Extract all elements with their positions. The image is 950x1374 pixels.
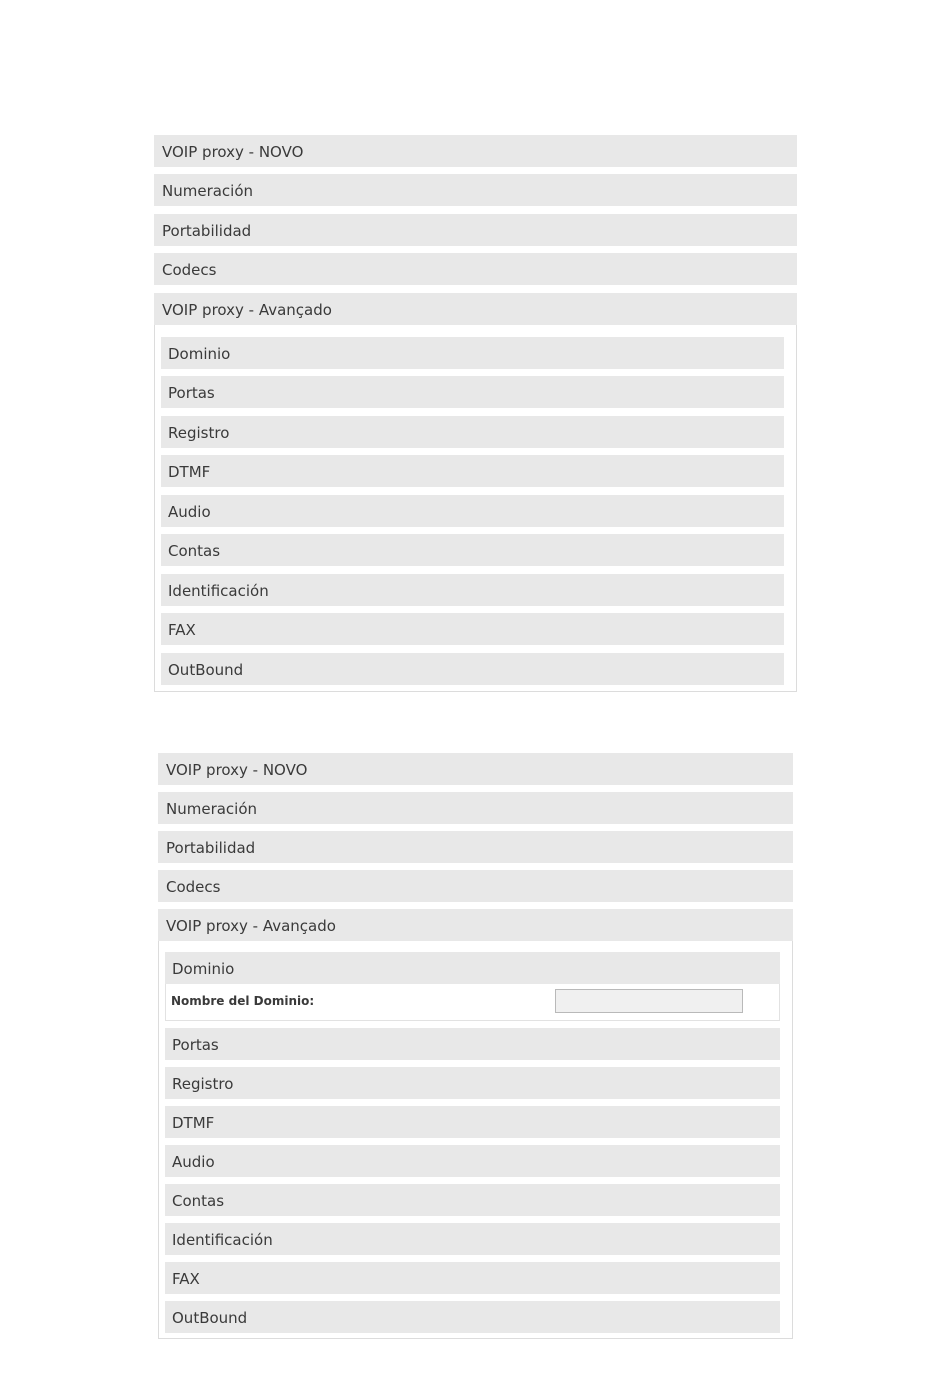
submenu-item-portas[interactable]: Portas (165, 1028, 780, 1060)
menu-item-portabilidad[interactable]: Portabilidad (154, 214, 797, 246)
avancado-submenu (158, 941, 793, 1339)
domain-name-input[interactable] (555, 989, 743, 1013)
settings-panel-1 (154, 135, 797, 692)
submenu-item-contas[interactable]: Contas (161, 534, 784, 566)
submenu-item-portas[interactable]: Portas (161, 376, 784, 408)
menu-item-voip-proxy-avancado[interactable]: VOIP proxy - Avançado (154, 293, 797, 325)
submenu-item-dtmf[interactable]: DTMF (161, 455, 784, 487)
submenu-item-audio[interactable]: Audio (161, 495, 784, 527)
avancado-submenu (154, 325, 797, 692)
menu-item-codecs[interactable]: Codecs (158, 870, 793, 902)
submenu-item-identificacion[interactable]: Identificación (165, 1223, 780, 1255)
submenu-item-audio[interactable]: Audio (165, 1145, 780, 1177)
submenu-item-registro[interactable]: Registro (161, 416, 784, 448)
domain-name-label: Nombre del Dominio: (171, 994, 315, 1008)
submenu-item-dominio[interactable]: Dominio (165, 952, 780, 984)
menu-item-voip-proxy-novo[interactable]: VOIP proxy - NOVO (158, 753, 793, 785)
menu-item-numeracion[interactable]: Numeración (158, 792, 793, 824)
submenu-item-registro[interactable]: Registro (165, 1067, 780, 1099)
submenu-item-outbound[interactable]: OutBound (165, 1301, 780, 1333)
submenu-item-outbound[interactable]: OutBound (161, 653, 784, 685)
menu-item-voip-proxy-avancado[interactable]: VOIP proxy - Avançado (158, 909, 793, 941)
submenu-item-fax[interactable]: FAX (165, 1262, 780, 1294)
submenu-item-fax[interactable]: FAX (161, 613, 784, 645)
submenu-item-dominio[interactable]: Dominio (161, 337, 784, 369)
menu-item-numeracion[interactable]: Numeración (154, 174, 797, 206)
submenu-item-identificacion[interactable]: Identificación (161, 574, 784, 606)
menu-item-voip-proxy-novo[interactable]: VOIP proxy - NOVO (154, 135, 797, 167)
submenu-item-dtmf[interactable]: DTMF (165, 1106, 780, 1138)
menu-item-portabilidad[interactable]: Portabilidad (158, 831, 793, 863)
submenu-item-contas[interactable]: Contas (165, 1184, 780, 1216)
menu-item-codecs[interactable]: Codecs (154, 253, 797, 285)
dominio-field-row (165, 984, 780, 1021)
settings-panel-2 (158, 753, 793, 1340)
